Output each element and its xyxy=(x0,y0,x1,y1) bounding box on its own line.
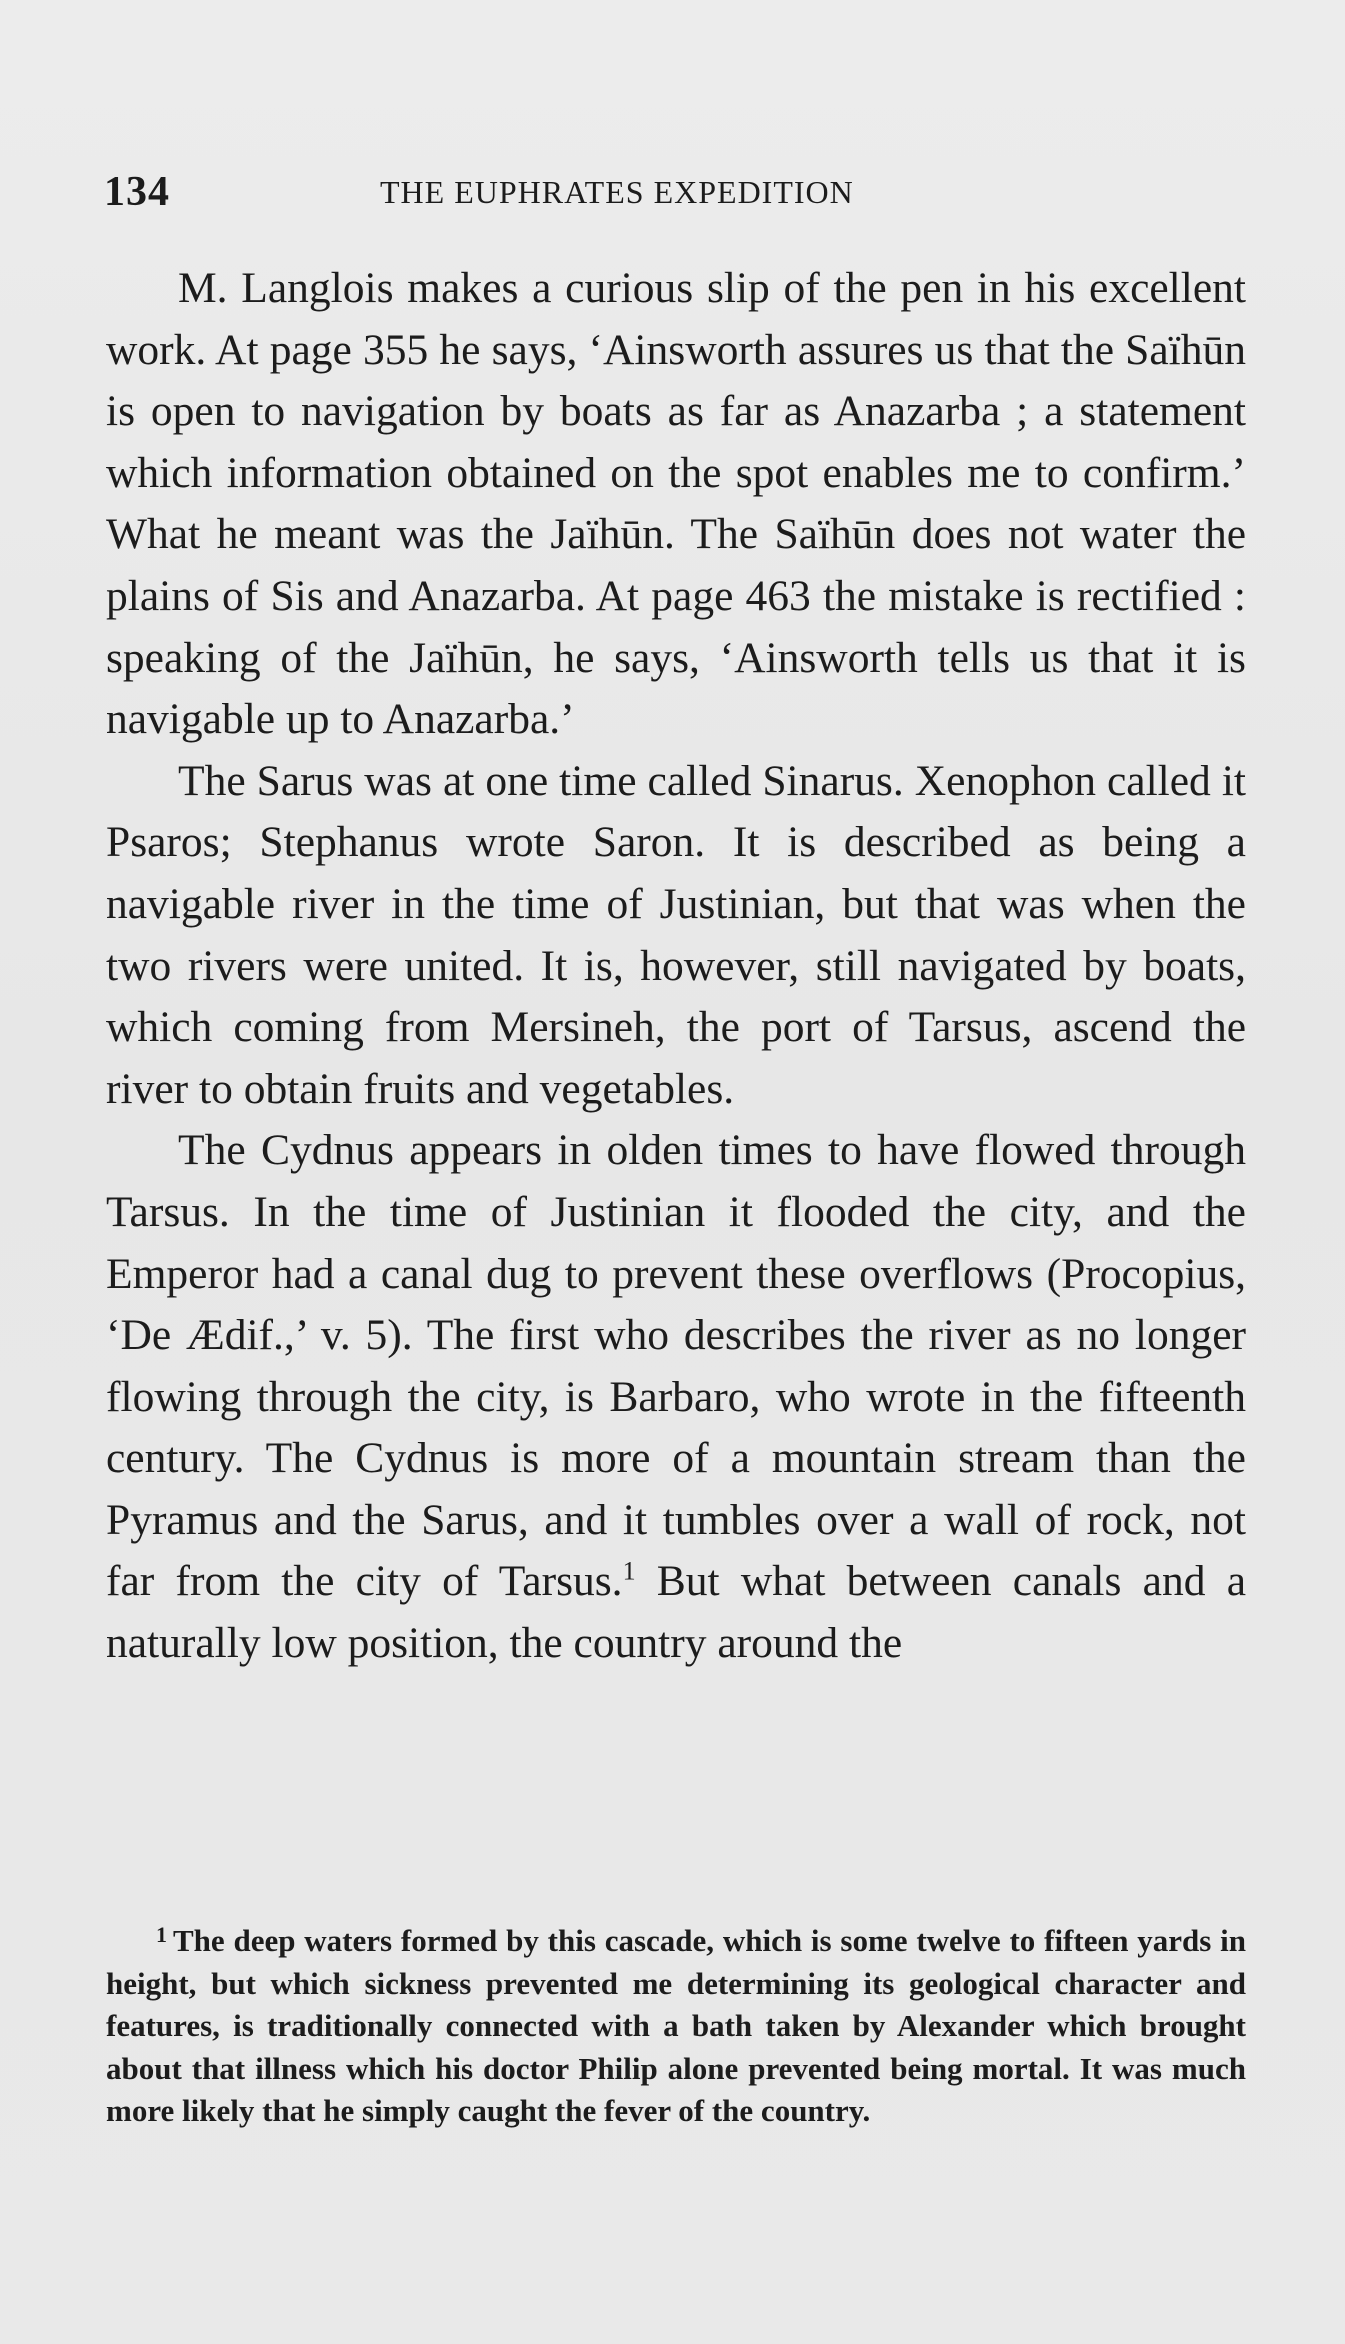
footnote-text: The deep waters formed by this cascade, which is some twelve to fifteen yards in height, but which sickness prevented me determining its geological character and features, is traditionally connected with a bath taken by Alexander which brought about that illness which his doctor Philip alone prevented being mortal. It was much more likely that he simply caught the fever of the country. xyxy=(106,1923,1246,2128)
running-head xyxy=(104,168,1249,218)
paragraph-3-continuation: But what between canals and a naturally low position, the country around the xyxy=(106,1557,1246,1668)
footnotes xyxy=(106,1914,1246,2133)
page-number: 134 xyxy=(104,169,170,215)
running-title: THE EUPHRATES EXPEDITION xyxy=(380,174,854,210)
paragraph-1: M. Langlois makes a curious slip of the pen in his excellent work. At page 355 he says, ‘Ainsworth assures us that the Saïhūn is open to navigation by boats as far as Anazarba ; a statement which information obtained on the spot enables me to confirm.’ What he meant was the Jaïhūn. The Saïhūn does not water the plains of Sis and Anazarba. At page 463 the mistake is rectified : speaking of the Jaïhūn, he says, ‘Ainsworth tells us that it is navigable up to Anazarba.’ xyxy=(106,264,1246,744)
footnote-1 xyxy=(106,1914,1246,2133)
body-text xyxy=(106,258,1246,1675)
footnote-mark: 1 xyxy=(156,1922,167,1947)
paragraph-3 xyxy=(106,1120,1246,1674)
paragraph-3-text: The Cydnus appears in olden times to have flowed through Tarsus. In the time of Justinian it flooded the city, and the Emperor had a canal dug to prevent these overflows (Procopius, ‘De Ædif.,’ v. 5). The first who describes the river as no longer flowing through the city, is Barbaro, who wrote in the fifteenth century. The Cydnus is more of a mountain stream than the Pyramus and the Sarus, and it tumbles over a wall of rock, not far from the city of Tarsus. xyxy=(106,1126,1246,1606)
paragraph-2: The Sarus was at one time called Sinarus. Xenophon called it Psaros; Stephanus wrote Saron. It is described as being a navigable river in the time of Justinian, but that was when the two rivers were united. It is, however, still navigated by boats, which coming from Mersineh, the port of Tarsus, ascend the river to obtain fruits and vegetables. xyxy=(106,756,1246,1113)
footnote-reference: 1 xyxy=(622,1556,636,1586)
